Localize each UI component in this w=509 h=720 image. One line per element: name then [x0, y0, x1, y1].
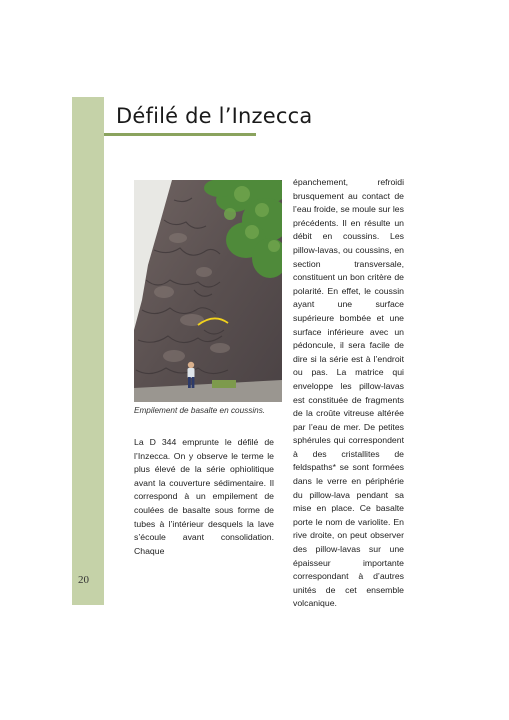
side-color-band	[72, 97, 104, 605]
left-paragraph: La D 344 emprunte le défilé de l’Inzecca. On y observe le terme le plus élevé de la série ophiolitique avant la couverture sédimentaire. Il correspond à un empilement de coulées de basalte sous forme de tubes à l’intérieur desquels la lave s’écoule avant consolidation. Chaque	[134, 437, 274, 556]
right-paragraph: épanchement, refroidi brusquement au contact de l’eau froide, se moule sur les précédents. Il en résulte un débit en coussins. Les pillow-lavas, ou coussins, en section transversale, constituent un bon critère de polarité. En effet, le coussin ayant une surface supérieure bombée et une surface inférieure avec un pédoncule, il sera facile de dire si la série est à l’endroit ou pas. La matrice qui enveloppe les pillow-lavas est constituée de fragments de la croûte vitreuse altérée par l’eau de mer. De petites sphérules qui correspondent à des cristallites de feldspaths* se sont formées dans le verre en périphérie du pillow-lava pendant sa mise en place. Ce basalte porte le nom de variolite. En rive droite, on peut observer des pillow-lavas sur une épaisseur importante correspondant à d’autres unités de cet ensemble volcanique.	[293, 177, 404, 609]
pillow-lava-photo	[134, 180, 282, 402]
text-column-right	[293, 176, 404, 611]
title-underline	[104, 133, 256, 136]
page-number: 20	[78, 574, 89, 586]
figure-caption: Empilement de basalte en coussins.	[134, 406, 266, 415]
page-title: Défilé de l’Inzecca	[116, 104, 313, 128]
text-column-left	[134, 436, 274, 558]
